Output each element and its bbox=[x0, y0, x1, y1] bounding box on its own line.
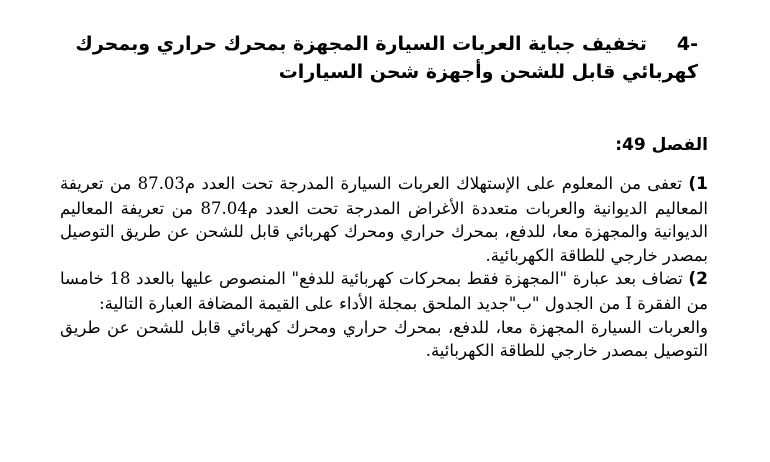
section-heading bbox=[58, 30, 698, 86]
paragraph-number: 1) bbox=[688, 174, 708, 194]
paragraph-2 bbox=[60, 267, 708, 315]
section-number: -4 bbox=[676, 33, 698, 55]
chapter-title: الفصل 49: bbox=[615, 135, 708, 155]
section-title: تخفيف جباية العربات السيارة المجهزة بمحرك حراري وبمحرك كهربائي قابل للشحن وأجهزة شحن السيارات bbox=[75, 33, 698, 83]
paragraph-number: 2) bbox=[688, 269, 708, 290]
paragraph-1 bbox=[60, 172, 708, 267]
paragraph-text: تضاف بعد عبارة "المجهزة فقط بمحركات كهربائية للدفع" المنصوص عليها بالعدد 18 خامسا من الفقرة I من الجدول "ب"جديد الملحق بمجلة الأداء على القيمة المضافة العبارة التالية: bbox=[60, 269, 708, 313]
paragraph-3 bbox=[60, 316, 708, 363]
paragraph-text: تعفى من المعلوم على الإستهلاك العربات السيارة المدرجة تحت العدد م87.03 من تعريفة المعاليم الديوانية والعربات متعددة الأغراض المدرجة تحت العدد م87.04 من تعريفة المعاليم الديوانية والمجهزة معا، للدفع، بمحرك حراري ومحرك كهربائي قابل للشحن عن طريق التوصيل بمصدر خارجي للطاقة الكهربائية. bbox=[60, 174, 709, 265]
chapter-body bbox=[60, 172, 708, 363]
paragraph-text: والعربات السيارة المجهزة معا، للدفع، بمحرك حراري ومحرك كهربائي قابل للشحن عن طريق التوصيل بمصدر خارجي للطاقة الكهربائية. bbox=[60, 317, 708, 361]
